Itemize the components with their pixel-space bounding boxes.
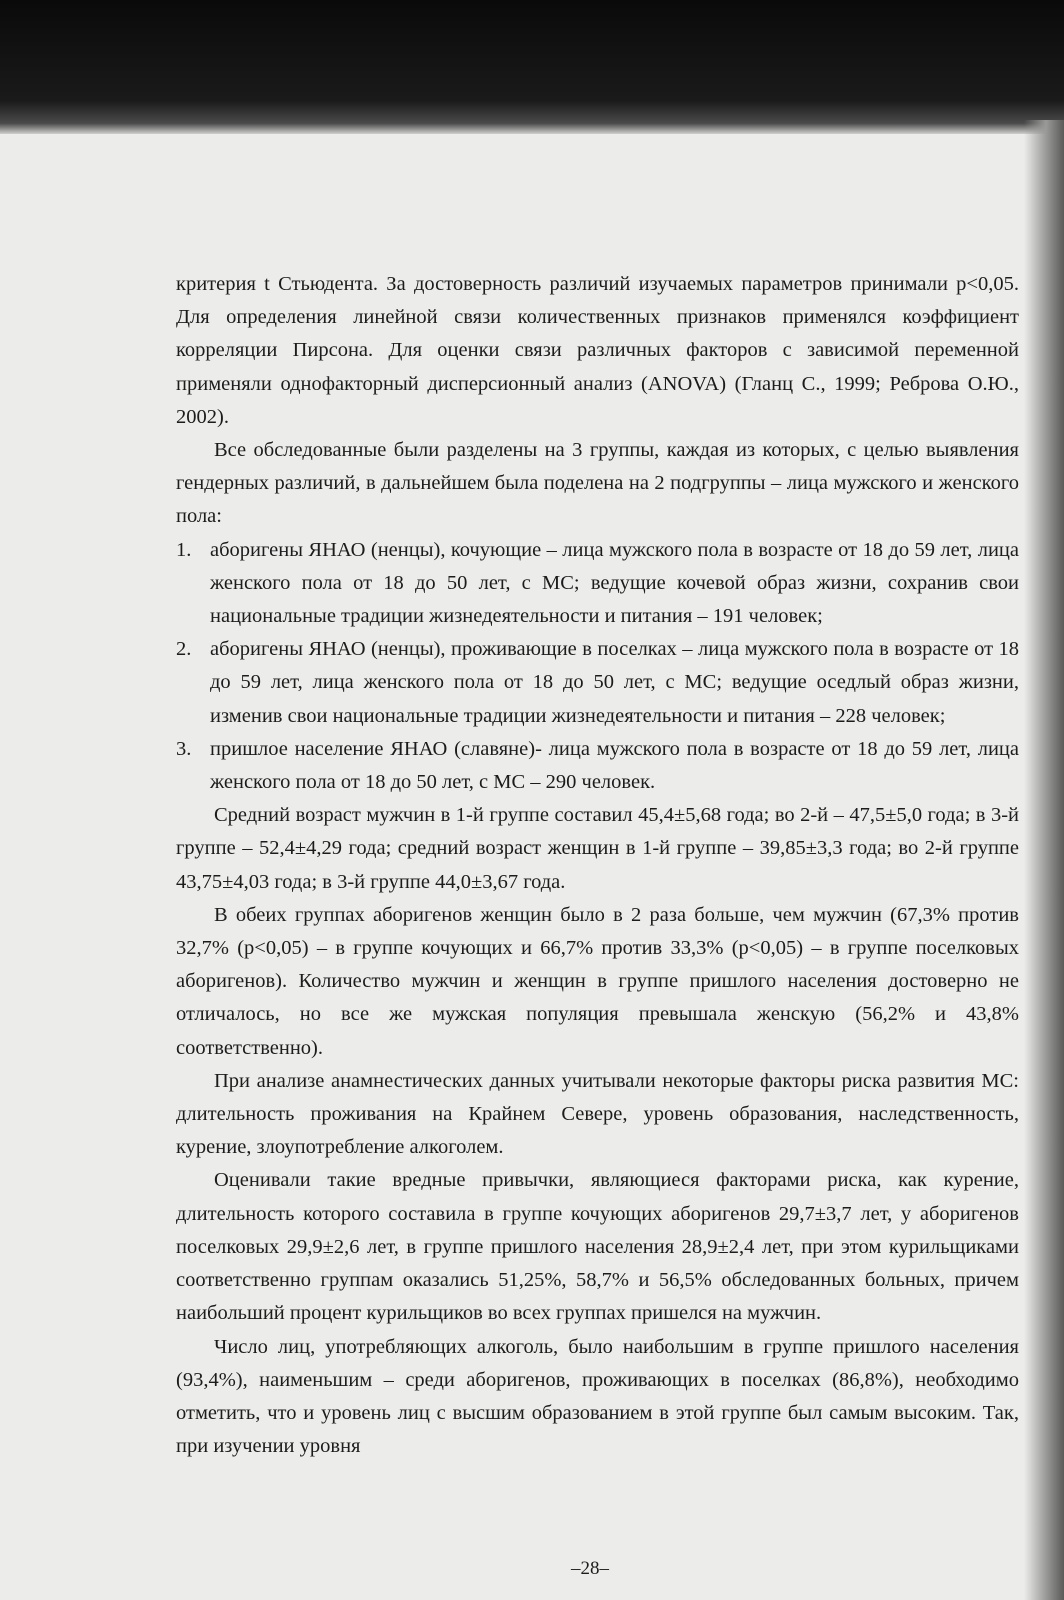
list-item-text: аборигены ЯНАО (ненцы), проживающие в поселках – лица мужского пола в возрасте от 18 до 59 лет, лица женского пола от 18 до 50 лет, с МС; ведущие оседлый образ жизни, изменив свои национальные традиции жизнедеятельности и питания – 228 человек; — [210, 638, 1019, 727]
list-item-text: пришлое население ЯНАО (славяне)- лица мужского пола в возрасте от 18 до 59 лет, лица женского пола от 18 до 50 лет, с МС – 290 человек. — [210, 737, 1019, 794]
page-body — [176, 268, 1019, 1463]
paragraph-mean-age: Средний возраст мужчин в 1-й группе составил 45,4±5,68 года; во 2-й – 47,5±5,0 года; в 3-й группе – 52,4±4,29 года; средний возраст женщин в 1-й группе – 39,85±3,3 года; во 2-й группе 43,75±4,03 года; в 3-й группе 44,0±3,67 года. — [176, 804, 1019, 893]
paragraph-groups-intro: Все обследованные были разделены на 3 группы, каждая из которых, с целью выявления гендерных различий, в дальнейшем была поделена на 2 подгруппы – лица мужского и женского пола: — [176, 439, 1019, 528]
list-item-number: 3. — [176, 737, 192, 760]
paragraph-statistics: критерия t Стьюдента. За достоверность различий изучаемых параметров принимали p<0,05. Для определения линейной связи количественных признаков применялся коэффициент корреляции Пирсона. Для оценки связи различных факторов с зависимой переменной применяли однофакторный дисперсионный анализ (ANOVA) (Гланц С., 1999; Реброва О.Ю., 2002). — [176, 273, 1019, 428]
scan-dark-top-edge — [0, 0, 1064, 134]
list-item-number: 2. — [176, 638, 192, 661]
groups-list — [176, 534, 1019, 800]
page-number: –28– — [571, 1558, 609, 1579]
paragraph-alcohol: Число лиц, употребляющих алкоголь, было наибольшим в группе пришлого населения (93,4%), наименьшим – среди аборигенов, проживающих в поселках (86,8%), необходимо отметить, что и уровень лиц с высшим образованием в этой группе был самым высоким. Так, при изучении уровня — [176, 1335, 1019, 1458]
list-item — [176, 733, 1019, 799]
paragraph-risk-factors: При анализе анамнестических данных учитывали некоторые факторы риска развития МС: длительность проживания на Крайнем Севере, уровень образования, наследственность, курение, злоупотребление алкоголем. — [176, 1069, 1019, 1159]
paragraph-gender-ratio: В обеих группах аборигенов женщин было в 2 раза больше, чем мужчин (67,3% против 32,7% (p<0,05) – в группе кочующих и 66,7% против 33,3% (p<0,05) – в группе поселковых аборигенов). Количество мужчин и женщин в группе пришлого населения достоверно не отличалось, но все же мужская популяция превышала женскую (56,2% и 43,8% соответственно). — [176, 903, 1019, 1059]
list-item — [176, 633, 1019, 733]
list-item-text: аборигены ЯНАО (ненцы), кочующие – лица мужского пола в возрасте от 18 до 59 лет, лица женского пола от 18 до 50 лет, с МС; ведущие кочевой образ жизни, сохранив свои национальные традиции жизнедеятельности и питания – 191 человек; — [210, 538, 1019, 628]
paragraph-smoking: Оценивали такие вредные привычки, являющиеся факторами риска, как курение, длительность которого составила в группе кочующих аборигенов 29,7±3,7 лет, у аборигенов поселковых 29,9±2,6 лет, в группе пришлого населения 28,9±2,4 лет, при этом курильщиками соответственно группам оказались 51,25%, 58,7% и 56,5% обследованных больных, причем наибольший процент курильщиков во всех группах пришелся на мужчин. — [176, 1169, 1019, 1325]
list-item-number: 1. — [176, 538, 192, 561]
scan-book-spine-shadow — [1024, 120, 1064, 1600]
list-item — [176, 534, 1019, 634]
